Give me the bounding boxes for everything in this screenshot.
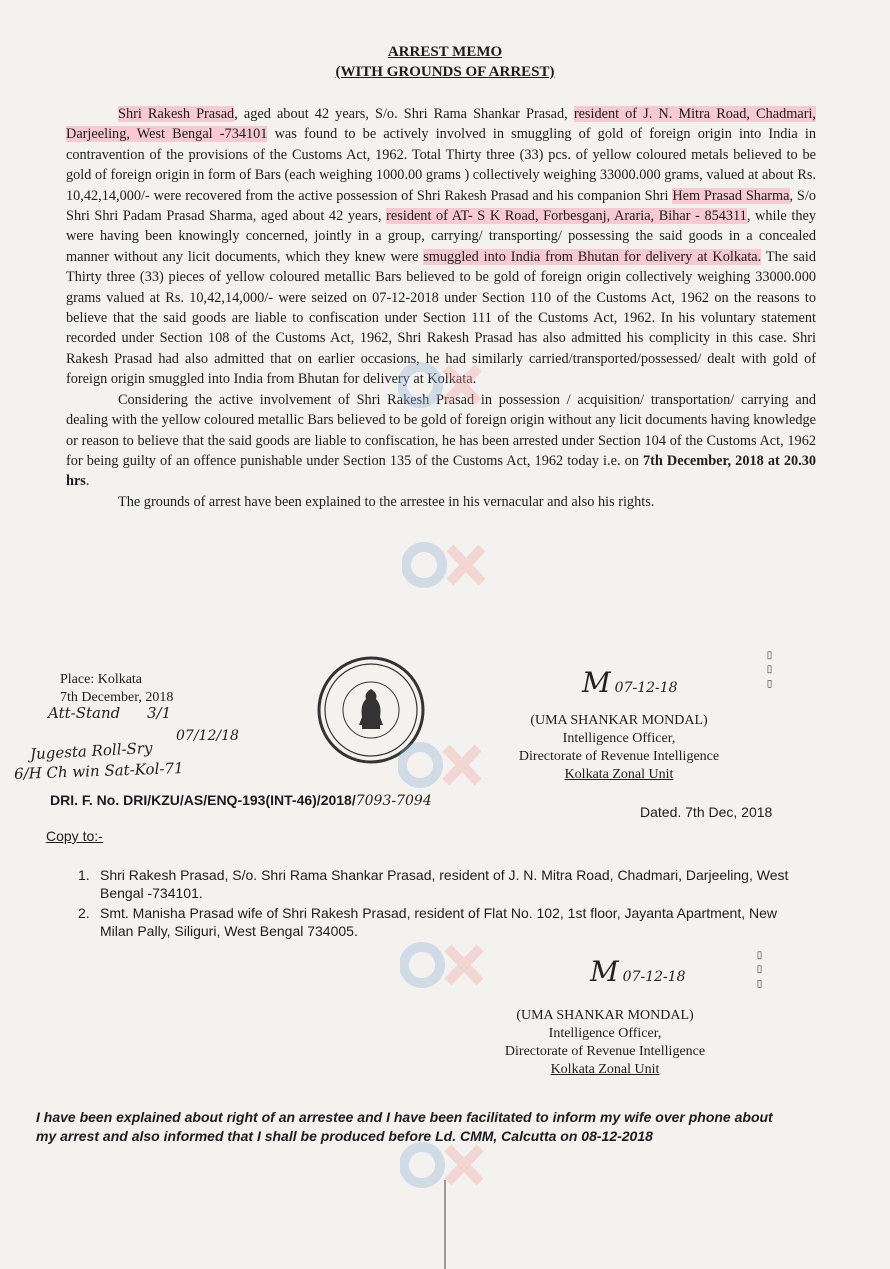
handwritten-line-3: 6/H Ch win Sat-Kol-71 <box>13 759 184 783</box>
sign-date-text: 07-12-18 <box>614 680 678 696</box>
list-text: Shri Rakesh Prasad, S/o. Shri Rama Shankar Prasad, resident of J. N. Mitra Road, Chadmari, Darjeeling, West Bengal -734101. <box>100 867 789 901</box>
list-text: Smt. Manisha Prasad wife of Shri Rakesh Prasad, resident of Flat No. 102, 1st floor, Jayanta Apartment, New Milan Pally, Siliguri, West Bengal 734005. <box>100 905 777 939</box>
place-line: Place: Kolkata <box>60 672 143 687</box>
signatory-name: (UMA SHANKAR MONDAL) <box>530 713 708 728</box>
handwritten-line-2: Jugesta Roll-Sry <box>29 738 153 764</box>
list-item <box>78 866 808 902</box>
list-number: 2. <box>78 905 90 921</box>
stamp-mark: ▯ ▯ ▯ <box>754 950 765 990</box>
paragraph-1 <box>66 104 816 390</box>
watermark-logo-icon <box>398 740 488 790</box>
arrestee-acknowledgement: I have been explained about right of an arrestee and I have been facilitated to inform my wife over phone about my arrest and also informed that I shall be produced before Ld. CMM, Calcutta on 08-12-2018 <box>36 1109 773 1144</box>
dated-line: Dated. 7th Dec, 2018 <box>640 804 773 820</box>
copy-list <box>78 866 808 942</box>
signatory-org: Directorate of Revenue Intelligence <box>504 1044 706 1059</box>
file-number-text: DRI. F. No. DRI/KZU/AS/ENQ-193(INT-46)/2018/ <box>50 792 356 808</box>
stamp-mark: ▯ ▯ ▯ <box>764 650 775 690</box>
highlight-smuggled: smuggled into India from Bhutan for delivery at Kolkata. <box>423 248 762 265</box>
signatory-designation: Intelligence Officer, <box>562 731 676 746</box>
file-number <box>50 792 432 809</box>
fold-line <box>444 1180 446 1269</box>
paragraph-3: The grounds of arrest have been explained to the arrestee in his vernacular and also his rights. <box>118 493 655 510</box>
watermark-logo-icon <box>400 940 490 990</box>
text-span: Considering the active involvement of Shri Rakesh Prasad in possession / acquisition/ transportation/ carrying and dealing with the yellow coloured metallic Bars believed to be gold of foreign origin without any licit documents having knowledge or reason to believe that the said goods are liable to confiscation, he has been arrested under Section 104 of the Customs Act, 1962 for being guilty of an offence punishable under Section 135 of the Customs Act, 1962 today i.e. on <box>66 391 817 469</box>
highlight-name: Shri Rakesh Prasad <box>118 106 235 122</box>
signature-date-1: M 07-12-18 <box>582 666 678 699</box>
text-span: , aged about 42 years, S/o. Shri Rama Shankar Prasad, <box>234 106 574 122</box>
handwritten-date: 07/12/18 <box>176 728 239 744</box>
highlight-companion-address: resident of AT- S K Road, Forbesganj, Araria, Bihar - 854311 <box>386 208 747 225</box>
place-block <box>60 671 173 707</box>
copy-to-heading: Copy to:- <box>46 828 103 844</box>
signature-date-2: M 07-12-18 <box>590 955 686 988</box>
signatory-unit: Kolkata Zonal Unit <box>550 1062 660 1077</box>
watermark-logo-icon <box>402 540 492 590</box>
signatory-block-2 <box>460 1007 750 1079</box>
file-number-handwritten: 7093-7094 <box>355 793 432 809</box>
list-number: 1. <box>78 867 90 883</box>
highlight-address: resident of J. N. Mitra Road, Chadmari, Darjeeling, West Bengal -734101 <box>66 106 817 143</box>
text-span: , while they were having been knowingly concerned, jointly in a group, carrying/ transporting/ possessing the said goods in a concealed manner without any licit documents, which they knew were <box>66 208 816 265</box>
hand-attested: Att-Stand <box>48 704 121 722</box>
page-subtitle: (WITH GROUNDS OF ARREST) <box>335 64 555 80</box>
handwritten-attestation <box>48 703 171 723</box>
text-span: , S/o Shri Shri Padam Prasad Sharma, aged about 42 years, <box>66 187 816 225</box>
signatory-designation: Intelligence Officer, <box>548 1026 662 1041</box>
text-span: was found to be actively involved in smuggling of gold of foreign origin into India in contravention of the provisions of the Customs Act, 1962. Total Thirty three (33) pcs. of yellow coloured metals believed to be gold of foreign origin in form of Bars (each weighing 1000.00 grams ) collectively weighing 33000.000 grams, valued at about Rs. 10,42,14,000/- were recovered from the active possession of Shri Rakesh Prasad and his companion Shri <box>66 126 816 204</box>
arrest-time: 7th December, 2018 at 20.30 hrs <box>66 452 816 490</box>
sign-date-text: 07-12-18 <box>622 969 686 985</box>
date-line: 7th December, 2018 <box>60 690 174 705</box>
text-span: . <box>85 473 90 490</box>
highlight-companion: Hem Prasad Sharma <box>672 187 790 204</box>
text-span: The said Thirty three (33) pieces of yellow coloured metallic Bars believed to be gold of foreign origin collectively weighing 33000.000 grams valued at Rs. 10,42,14,000/- were seized on 07-12-2018 under Section 110 of the Customs Act, 1962 on the reasons to believe that the said goods are liable to confiscation under Section 111 of the Customs Act, 1962. In his voluntary statement recorded under Section 108 of the Customs Act, 1962, Shri Rakesh Prasad has also admitted his complicity in this case. Shri Rakesh Prasad had also admitted that on earlier occasions, he had similarly carried/transported/possessed/ dealt with gold of foreign origin smuggled into India from Bhutan for delivery at Kolkata. <box>66 248 816 388</box>
signatory-unit: Kolkata Zonal Unit <box>564 767 674 782</box>
signatory-org: Directorate of Revenue Intelligence <box>518 749 720 764</box>
watermark-logo-icon <box>398 360 488 410</box>
memo-body <box>66 104 816 512</box>
page-title: ARREST MEMO <box>387 44 503 60</box>
signatory-name: (UMA SHANKAR MONDAL) <box>516 1008 694 1023</box>
signatory-block-1 <box>474 712 764 784</box>
hand-initials: 3/1 <box>146 704 172 722</box>
list-item <box>78 904 808 940</box>
